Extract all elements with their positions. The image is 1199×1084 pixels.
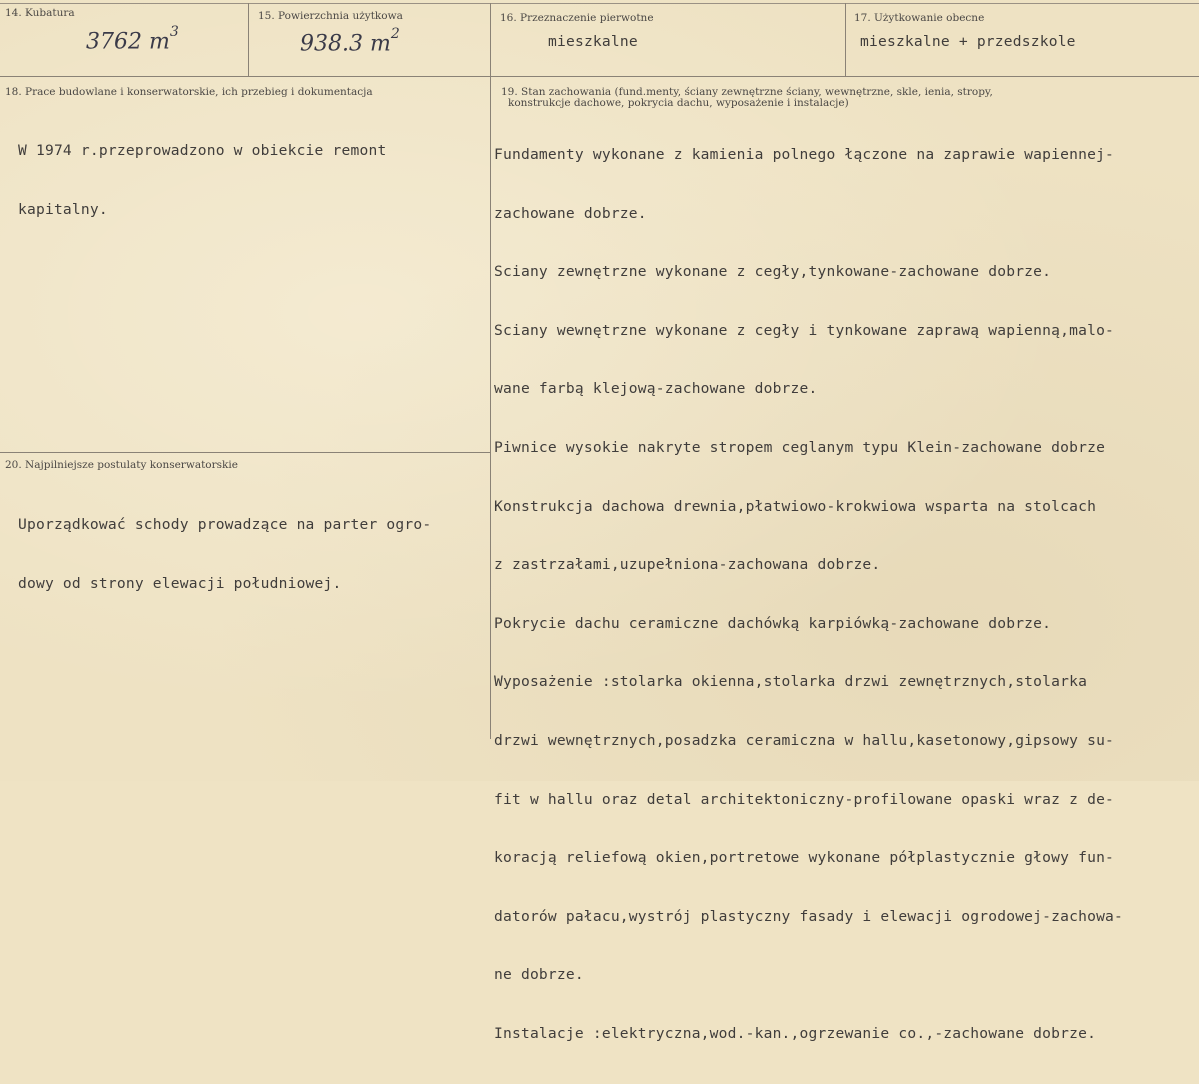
text-line: dowy od strony elewacji południowej. [18,574,342,592]
field-20-text [18,482,431,633]
field-20-label: 20. Najpilniejsze postulaty konserwatorskie [5,459,238,471]
field-16-label: 16. Przeznaczenie pierwotne [500,12,654,24]
field-18-text [18,108,386,259]
text-line: Fundamenty wykonane z kamienia polnego łączone na zaprawie wapiennej- [494,146,1115,163]
col-divider-14-15 [248,3,249,76]
text-line: wane farbą klejową-zachowane dobrze. [494,380,818,398]
text-line: zachowane dobrze. [494,204,647,222]
text-line: z zastrzałami,uzupełniona-zachowana dobrze. [494,556,881,574]
field-17-value: mieszkalne + przedszkole [860,33,1076,50]
text-line: Pokrycie dachu ceramiczne dachówką karpiówką-zachowane dobrze. [494,614,1052,632]
field-14-value: 3762 $m^3$ [86,24,179,55]
field-19-label-line1: 19. Stan zachowania (fund.menty, ściany zewnętrzne ściany, wewnętrzne, skle, ienia, stropy, [501,86,993,98]
top-edge-line [0,3,1199,4]
text-line: drzwi wewnętrznych,posadzka ceramiczna w hallu,kasetonowy,gipsowy su- [494,731,1115,749]
field-14-label: 14. Kubatura [5,7,75,19]
field-17-label: 17. Użytkowanie obecne [854,12,985,24]
text-line: kapitalny. [18,200,108,218]
text-line: Sciany zewnętrzne wykonane z cegły,tynkowane-zachowane dobrze. [494,263,1052,281]
field-18-label: 18. Prace budowlane i konserwatorskie, ich przebieg i dokumentacja [5,86,373,98]
field-19-text [494,112,1123,1084]
col-divider-15-16 [490,3,491,739]
text-line: datorów pałacu,wystrój plastyczny fasady i elewacji ogrodowej-zachowa- [494,907,1124,925]
field-15-label: 15. Powierzchnia użytkowa [258,10,403,22]
text-line: Uporządkować schody prowadzące na parter ogro- [18,516,432,533]
field-19-label-line2: konstrukcje dachowe, pokrycia dachu, wyposażenie i instalacje) [508,97,849,109]
field-16-value: mieszkalne [548,33,638,50]
header-row-divider [0,76,1199,77]
text-line: koracją reliefową okien,portretowe wykonane półplastycznie głowy fun- [494,849,1115,867]
text-line: fit w hallu oraz detal architektoniczny-profilowane opaski wraz z de- [494,790,1115,808]
text-line: Konstrukcja dachowa drewnia,płatwiowo-krokwiowa wsparta na stolcach [494,497,1097,515]
text-line: Sciany wewnętrzne wykonane z cegły i tynkowane zaprawą wapienną,malo- [494,321,1115,339]
text-line: W 1974 r.przeprowadzono w obiekcie remont [18,142,387,159]
text-line: Instalacje :elektryczna,wod.-kan.,ogrzewanie co.,-zachowane dobrze. [494,1024,1097,1042]
field-15-value: 938.3 $m^2$ [300,26,400,57]
text-line: Piwnice wysokie nakryte stropem ceglanym typu Klein-zachowane dobrze [494,438,1106,456]
col-divider-16-17 [845,3,846,76]
text-line: Wyposażenie :stolarka okienna,stolarka drzwi zewnętrznych,stolarka [494,673,1088,691]
text-line: ne dobrze. [494,966,584,984]
section-18-20-divider [0,452,490,453]
